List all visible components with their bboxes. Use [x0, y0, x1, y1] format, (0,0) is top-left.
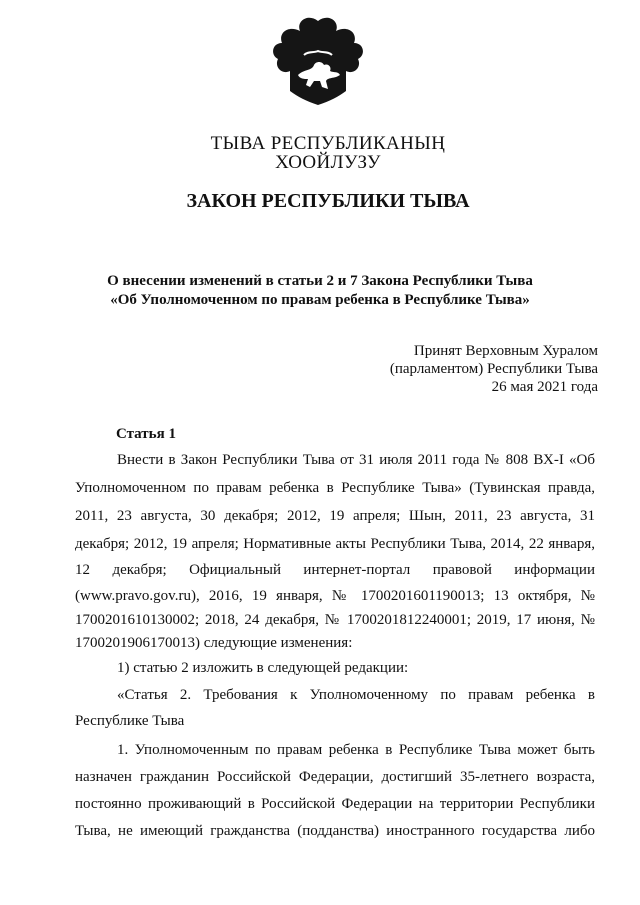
tuva-emblem-icon [268, 15, 368, 107]
header-line-2: ХООЙЛУЗУ [275, 152, 381, 173]
body-line: (www.pravo.gov.ru), 2016, 19 января, № 1700201601190013; 13 октября, № [75, 588, 595, 604]
adoption-line-1: Принят Верховным Хуралом [413, 343, 598, 359]
body-line: 1. Уполномоченным по правам ребенка в Республике Тыва может быть [117, 742, 595, 758]
adoption-date: 26 мая 2021 года [491, 379, 598, 395]
body-line: 2011, 23 августа, 30 декабря; 2012, 19 апреля; Шын, 2011, 23 августа, 31 [75, 508, 595, 524]
body-line: декабря; 2012, 19 апреля; Нормативные акты Республики Тыва, 2014, 22 января, [75, 536, 595, 552]
body-line: 1700201906170013) следующие изменения: [75, 635, 353, 651]
body-line: «Статья 2. Требования к Уполномоченному по правам ребенка в [117, 687, 595, 703]
body-line: постоянно проживающий в Российской Федерации на территории Республики [75, 796, 595, 812]
body-line: 1700201610130002; 2018, 24 декабря, № 1700201812240001; 2019, 17 июня, № [75, 612, 595, 628]
body-line: Республике Тыва [75, 713, 185, 729]
body-line: Тыва, не имеющий гражданства (подданства) иностранного государства либо [75, 823, 595, 839]
body-line: назначен гражданин Российской Федерации, достигший 35-летнего возраста, [75, 769, 595, 785]
law-title: ЗАКОН РЕСПУБЛИКИ ТЫВА [186, 190, 470, 212]
header-line-1: ТЫВА РЕСПУБЛИКАНЫҢ [210, 133, 446, 154]
body-line: Уполномоченном по правам ребенка в Республике Тыва» (Тувинская правда, [75, 480, 595, 496]
subject-line-1: О внесении изменений в статьи 2 и 7 Закона Республики Тыва [107, 273, 533, 289]
body-line: 1) статью 2 изложить в следующей редакции: [117, 660, 409, 676]
body-line: Внести в Закон Республики Тыва от 31 июля 2011 года № 808 ВХ-I «Об [117, 452, 595, 468]
body-line: 12 декабря; Официальный интернет-портал правовой информации [75, 562, 595, 578]
article-1-heading: Статья 1 [116, 426, 176, 442]
subject-line-2: «Об Уполномоченном по правам ребенка в Республике Тыва» [110, 292, 530, 308]
adoption-line-2: (парламентом) Республики Тыва [389, 361, 598, 377]
